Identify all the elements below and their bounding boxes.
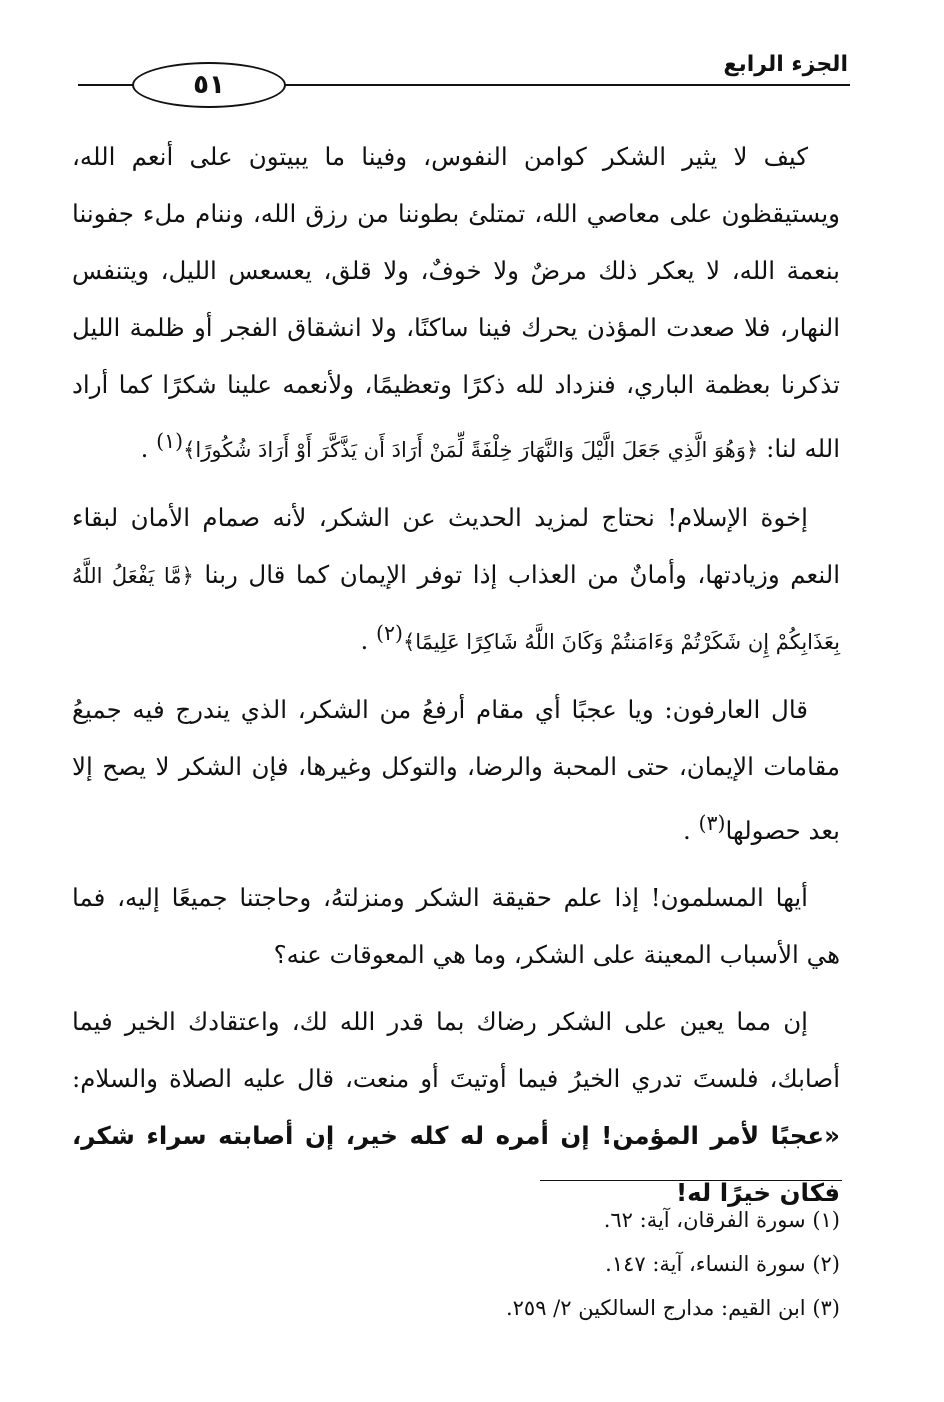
- paragraph-5: [72, 993, 840, 1221]
- footnote-separator: [540, 1180, 842, 1181]
- paragraph-2: [72, 489, 840, 671]
- paragraph-3: [72, 681, 840, 859]
- quran-verse: ﴿وَهُوَ الَّذِي جَعَلَ الَّيْلَ وَالنَّهَارَ خِلْفَةً لِّمَنْ أَرَادَ أَن يَذَّكَّرَ أَوْ أَرَادَ شُكُورًا﴾: [183, 438, 759, 463]
- paragraph-1: [72, 128, 840, 479]
- footnote-1: (١) سورة الفرقان، آية: ٦٢.: [603, 1208, 840, 1232]
- page-header: [70, 40, 850, 110]
- paragraph-text: قال العارفون: ويا عجبًا أي مقام أرفعُ من الشكر، الذي يندرج فيه جميعُ مقامات الإيمان، حتى المحبة والرضا، والتوكل وغيرها، فإن الشكر لا يصح إلا بعد حصولها: [72, 695, 840, 846]
- paragraph-4: [72, 869, 840, 983]
- page-number-oval: [132, 62, 286, 108]
- paragraph-text: إن مما يعين على الشكر رضاك بما قدر الله لك، واعتقادك الخير فيما أصابك، فلستَ تدري الخيرُ فيما أوتيتَ أو منعت، قال عليه الصلاة والسلام:: [72, 1007, 840, 1094]
- paragraph-end: .: [360, 626, 377, 656]
- footnote-ref: (٢): [376, 621, 403, 646]
- hadith-quote: «عجبًا لأمر المؤمن! إن أمره له كله خير، إن أصابته سراء شكر، فكان خيرًا له!: [72, 1121, 840, 1208]
- page-number: ٥١: [193, 70, 225, 100]
- footnotes: [72, 1198, 840, 1330]
- footnote-3: (٣) ابن القيم: مدارج السالكين ٢/ ٢٥٩.: [505, 1296, 840, 1320]
- main-text: [72, 128, 840, 1231]
- footnote-ref: (٣): [698, 811, 726, 836]
- footnote-2: (٢) سورة النساء، آية: ١٤٧.: [605, 1252, 840, 1276]
- paragraph-text: كيف لا يثير الشكر كوامن النفوس، وفينا ما يبيتون على أنعم الله، ويستيقظون على معاصي الله، تمتلئ بطوننا من رزق الله، وننام ملء جفوننا بنعمة الله، لا يعكر ذلك مرضٌ ولا خوفٌ، ولا قلق، يعسعس الليل، ويتنفس النهار، فلا صعدت المؤذن يحرك فينا ساكنًا، ولا انشقاق الفجر أو ظلمة الليل تذكرنا بعظمة الباري، فنزداد لله ذكرًا وتعظيمًا، ولأنعمه علينا شكرًا كما أراد الله لنا:: [72, 142, 840, 464]
- paragraph-text: أيها المسلمون! إذا علم حقيقة الشكر ومنزلتهُ، وحاجتنا جميعًا إليه، فما هي الأسباب المعينة على الشكر، وما هي المعوقات عنه؟: [72, 883, 840, 970]
- paragraph-text: إخوة الإسلام! نحتاج لمزيد الحديث عن الشكر، لأنه صمام الأمان لبقاء النعم وزيادتها، وأمانٌ من العذاب إذا توفر الإيمان كما قال ربنا: [72, 503, 841, 590]
- quran-verse: ﴿مَّا يَفْعَلُ اللَّهُ بِعَذَابِكُمْ إِن شَكَرْتُمْ وَءَامَنتُمْ وَكَانَ اللَّهُ شَاكِرًا عَلِيمًا﴾: [72, 564, 840, 655]
- footnote-ref: (١): [156, 429, 184, 453]
- paragraph-end: .: [140, 434, 157, 464]
- paragraph-end: .: [682, 816, 699, 846]
- section-title: الجزء الرابع: [723, 52, 848, 77]
